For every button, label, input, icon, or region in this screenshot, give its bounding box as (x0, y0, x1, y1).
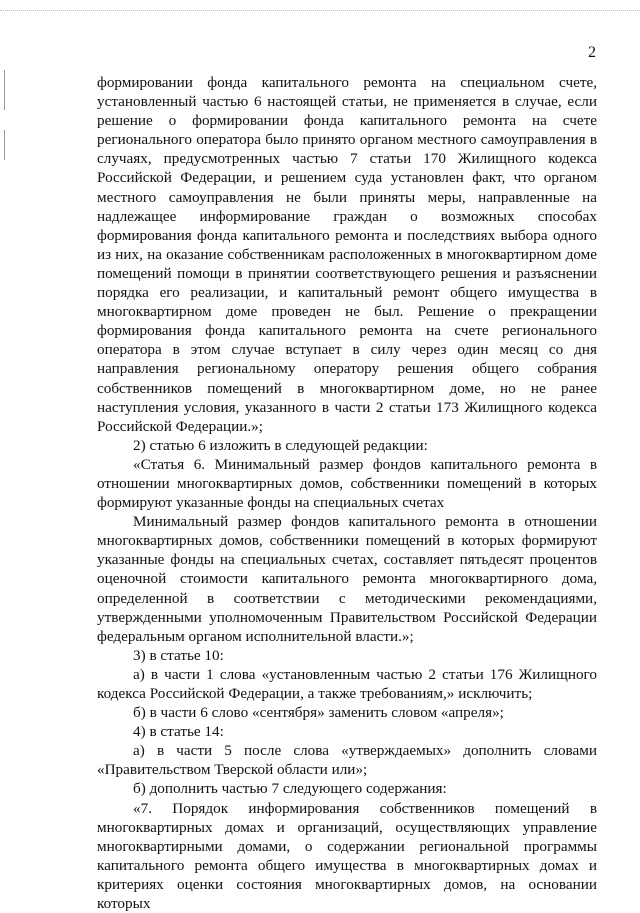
paragraph: 2) статью 6 изложить в следующей редакции: (133, 436, 428, 454)
paragraph: формировании фонда капитального ремонта на специальном счете, установленный частью 6 настоящей статьи, не применяется в случае, если решение о формировании фонда капитального ремонта на счете регионального оператора было принято органом местного самоуправления в случаях, предусмотренных частью 7 статьи 170 Жилищного кодекса Российской Федерации, и решением суда установлен факт, что органом местного самоуправления не были приняты меры, направленные на надлежащее информирование граждан о возможных способах формирования фонда капитального ремонта и последствиях выбора одного из них, на оказание собственникам расположенных в многоквартирном доме помещений помощи в принятии соответствующего решения и разъяснении порядка его реализации, и капитальный ремонт общего имущества в многоквартирном доме проведен не был. Решение о прекращении формирования фонда капитального ремонта на счете регионального оператора в этом случае вступает в силу через один месяц со дня направления региональному оператору решения общего собрания собственников помещений в многоквартирном доме, но не ранее наступления условия, указанного в части 2 статьи 173 Жилищного кодекса Российской Федерации.»; (97, 74, 597, 435)
paragraph: 3) в статье 10: (133, 646, 224, 664)
paragraph: 4) в статье 14: (133, 723, 224, 741)
paragraph: «Статья 6. Минимальный размер фондов капитального ремонта в отношении многоквартирных домов, собственники помещений в которых формируют указанные фонды на специальных счетах (97, 455, 597, 512)
page-number: 2 (588, 44, 596, 61)
paragraph: «7. Порядок информирования собственников помещений в многоквартирных домах и организаций, осуществляющих управление многоквартирными домами, о содержании региональной программы капитального ремонта общего имущества в многоквартирных домах и критериях оценки состояния многоквартирных домов, на основании которых (97, 799, 597, 913)
scan-header-strip (0, 0, 640, 11)
paragraph: Минимальный размер фондов капитального ремонта в отношении многоквартирных домов, собственники помещений в которых формируют указанные фонды на специальных счетах, составляет пятьдесят процентов оценочной стоимости капитального ремонта многоквартирного дома, определенной в соответствии с методическими рекомендациями, утвержденными уполномоченным Правительством Российской Федерации федеральным органом исполнительной власти.»; (97, 513, 597, 645)
document-body (97, 73, 597, 913)
paragraph: а) в части 5 после слова «утверждаемых» дополнить словами «Правительством Тверской области или»; (97, 742, 597, 779)
paragraph: а) в части 1 слова «установленным частью 2 статьи 176 Жилищного кодекса Российской Федерации, а также требованиям,» исключить; (97, 665, 597, 702)
scan-margin-mark (4, 70, 5, 110)
paragraph: б) дополнить частью 7 следующего содержания: (133, 780, 447, 798)
paragraph: б) в части 6 слово «сентября» заменить словом «апреля»; (133, 704, 504, 722)
scan-margin-mark (4, 130, 5, 160)
